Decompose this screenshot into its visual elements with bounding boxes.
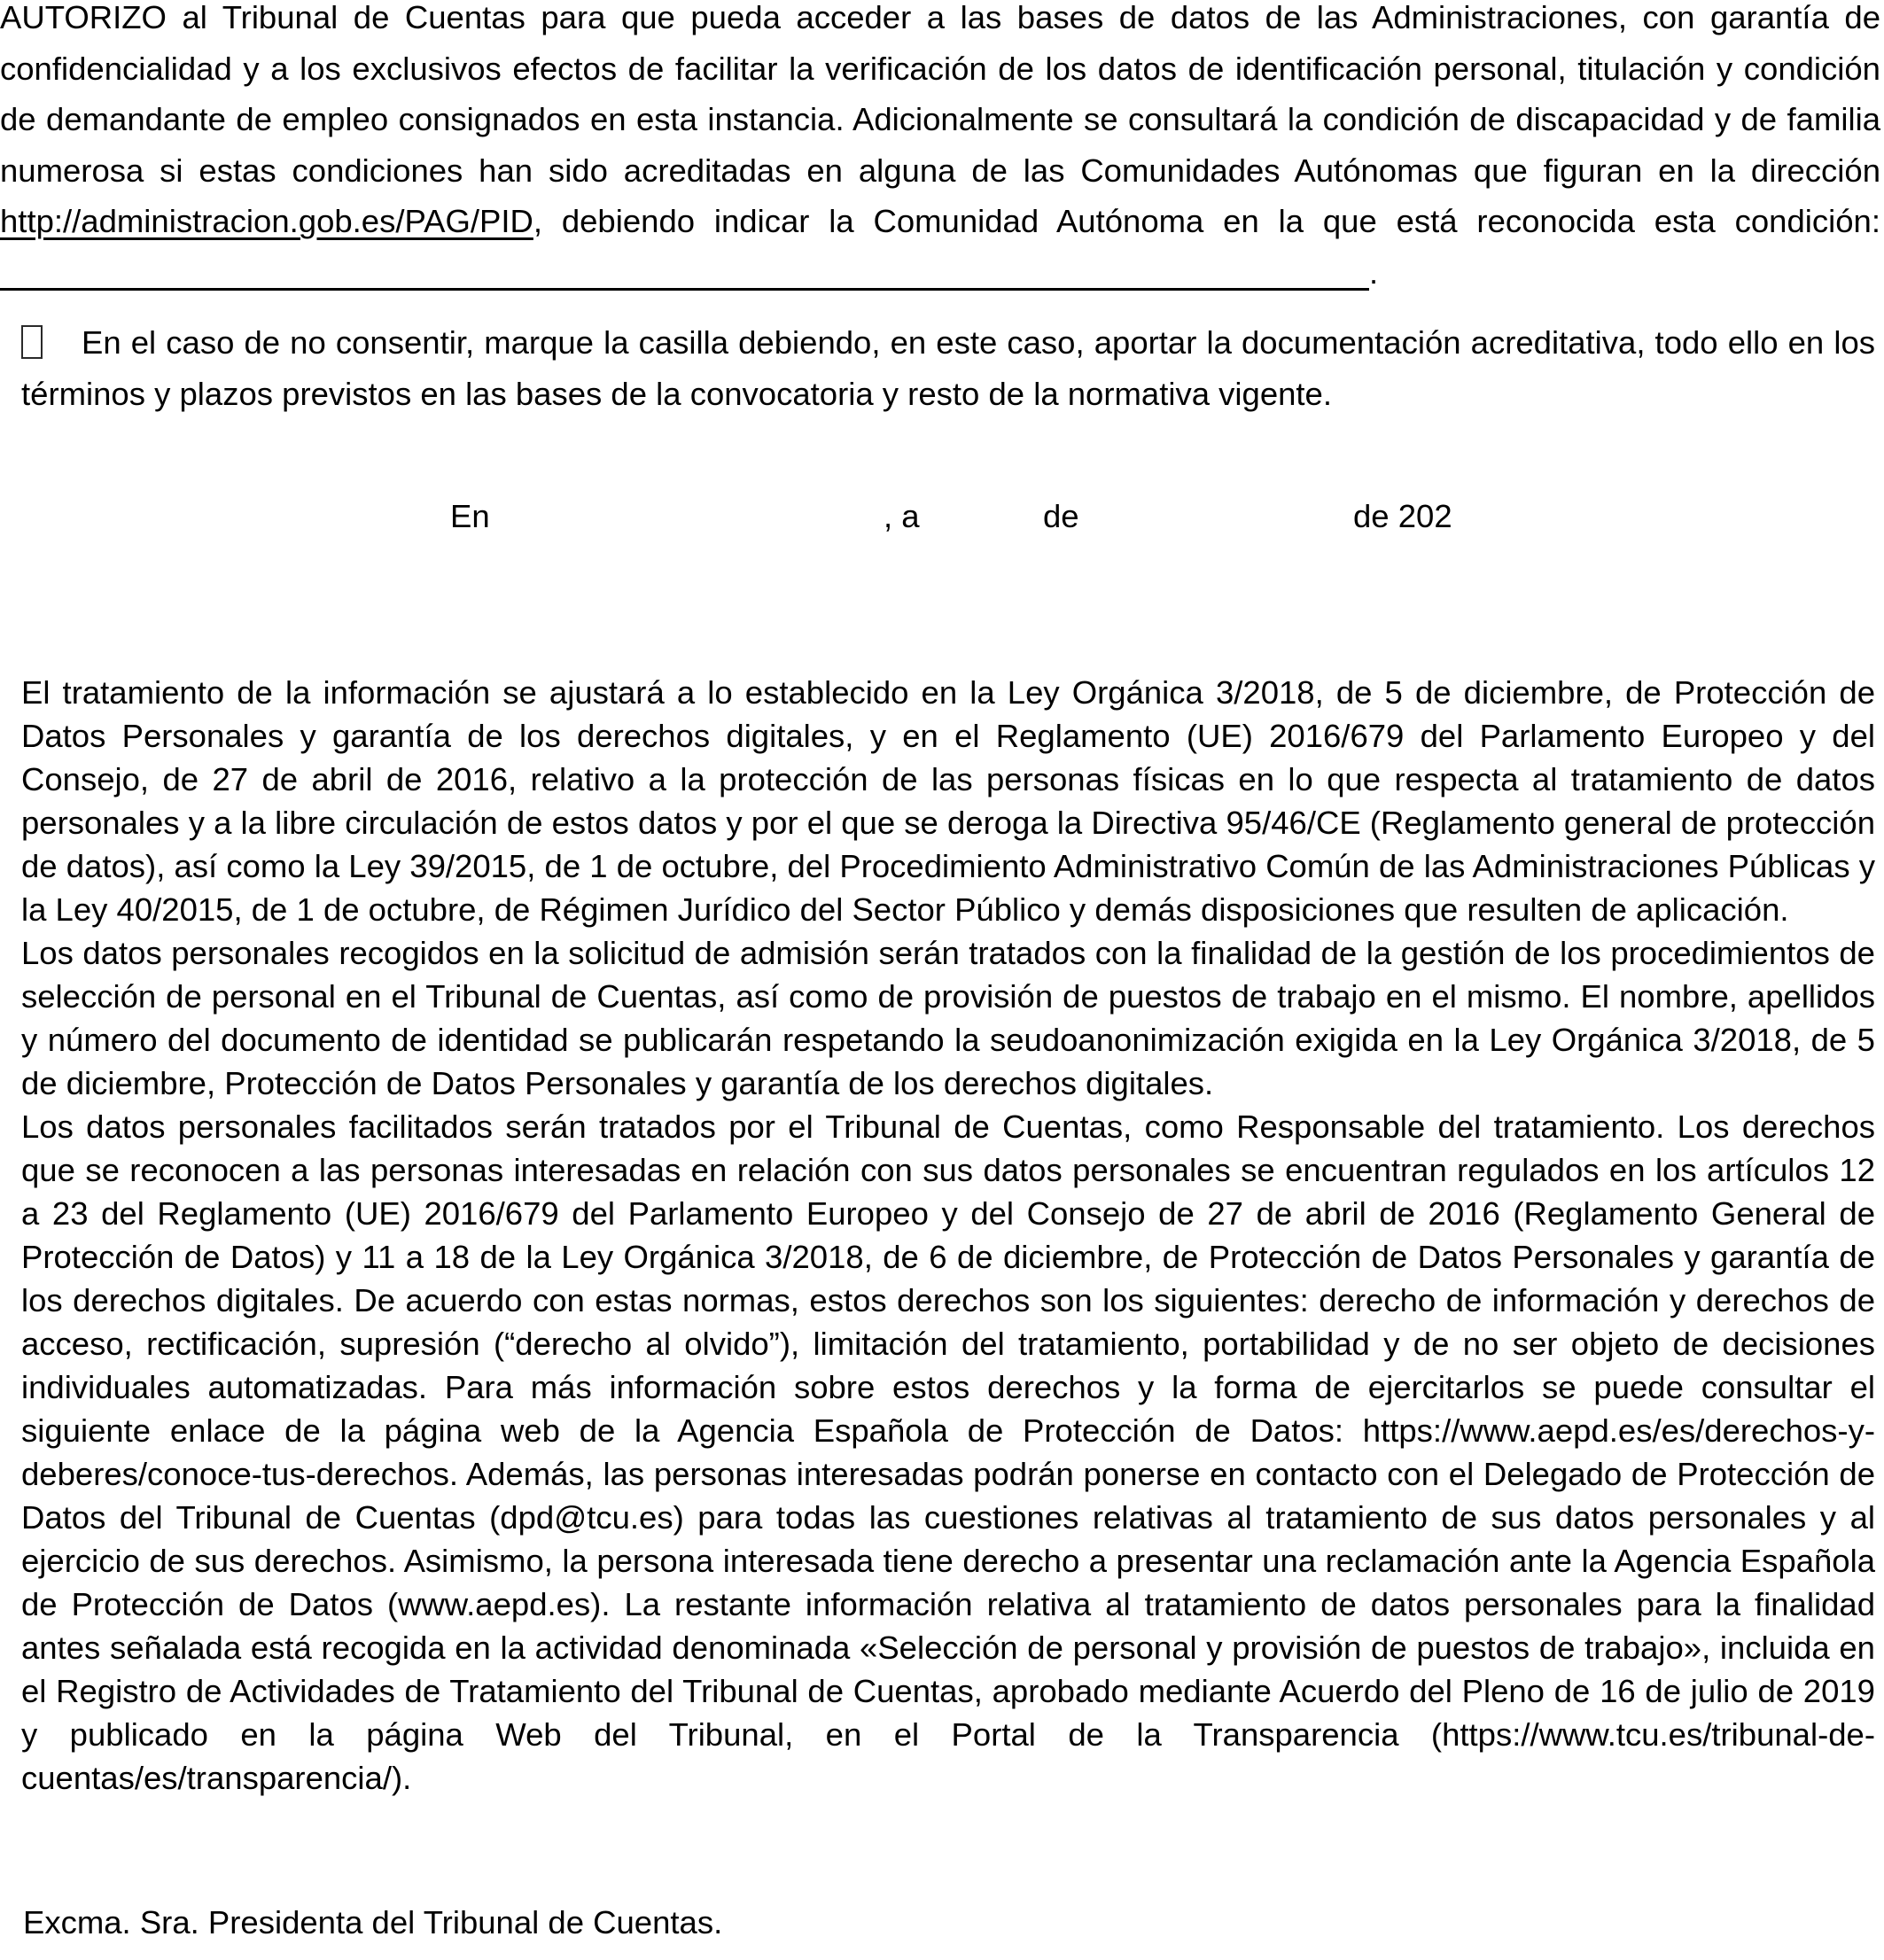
privacy-paragraph-tratamiento: El tratamiento de la información se ajustará a lo establecido en la Ley Orgánica 3/2018, de 5 de diciembre, de Protección de Datos Personales y garantía de los derechos digitales, y en el Reglamento (UE) 2016/679 del Parlamento Europeo y del Consejo, de 27 de abril de 2016, relativo a la protección de las personas físicas en lo que respecta al tratamiento de datos personales y a la libre circulación de estos datos y por el que se deroga la Directiva 95/46/CE (Reglamento general de protección de datos), así como la Ley 39/2015, de 1 de octubre, del Procedimiento Administrativo Común de las Administraciones Públicas y la Ley 40/2015, de 1 de octubre, de Régimen Jurídico del Sector Público y demás disposiciones que resulten de aplicación. [21,674,1875,928]
no-consent-checkbox[interactable] [21,325,43,359]
authorization-text-before-link: AUTORIZO al Tribunal de Cuentas para que pueda acceder a las bases de datos de las Administraciones, con garantía de confidencialidad y a los exclusivos efectos de facilitar la verificación de los datos de identificación personal, titulación y condición de demandante de empleo consignados en esta instancia. Adicionalmente se consultará la condición de discapacidad y de familia numerosa si estas condiciones han sido acreditadas en alguna de las Comunidades Autónomas que figuran en la dirección [0,0,1880,189]
privacy-paragraph-derechos: Los datos personales facilitados serán tratados por el Tribunal de Cuentas, como Responsable del tratamiento. Los derechos que se reconocen a las personas interesadas en relación con sus datos personales se encuentran regulados en los artículos 12 a 23 del Reglamento (UE) 2016/679 del Parlamento Europeo y del Consejo de 27 de abril de 2016 (Reglamento General de Protección de Datos) y 11 a 18 de la Ley Orgánica 3/2018, de 6 de diciembre, de Protección de Datos Personales y garantía de los derechos digitales. De acuerdo con estas normas, estos derechos son los siguientes: derecho de información y derechos de acceso, rectificación, supresión (“derecho al olvido”), limitación del tratamiento, portabilidad y de no ser objeto de decisiones individuales automatizadas. Para más información sobre estos derechos y la forma de ejercitarlos se puede consultar el siguiente enlace de la página web de la Agencia Española de Protección de Datos: https://www.aepd.es/es/derechos-y-deberes/conoce-tus-derechos. Además, las personas interesadas podrán ponerse en contacto con el Delegado de Protección de Datos del Tribunal de Cuentas (dpd@tcu.es) para todas las cuestiones relativas al tratamiento de sus datos personales y al ejercicio de sus derechos. Asimismo, la persona interesada tiene derecho a presentar una reclamación ante la Agencia Española de Protección de Datos (www.aepd.es). La restante información relativa al tratamiento de datos personales para la finalidad antes señalada está recogida en la actividad denominada «Selección de personal y provisión de puestos de trabajo», incluida en el Registro de Actividades de Tratamiento del Tribunal de Cuentas, aprobado mediante Acuerdo del Pleno de 16 de julio de 2019 y publicado en la página Web del Tribunal, en el Portal de la Transparencia (https://www.tcu.es/tribunal-de-cuentas/es/transparencia/). [21,1108,1875,1796]
authorization-paragraph [0,0,1880,298]
addressee-line: Excma. Sra. Presidenta del Tribunal de Cuentas. [23,1904,723,1941]
no-consent-text: En el caso de no consentir, marque la casilla debiendo, en este caso, aportar la documentación acreditativa, todo ello en los términos y plazos previstos en las bases de la convocatoria y resto de la normativa vigente. [21,324,1875,412]
date-word-comma-a: , a [884,498,920,534]
privacy-paragraph-datos-recogidos: Los datos personales recogidos en la solicitud de admisión serán tratados con la finalidad de la gestión de los procedimientos de selección de personal en el Tribunal de Cuentas, así como de provisión de puestos de trabajo en el mismo. El nombre, apellidos y número del documento de identidad se publicarán respetando la seudoanonimización exigida en la Ley Orgánica 3/2018, de 5 de diciembre, Protección de Datos Personales y garantía de los derechos digitales. [21,935,1875,1101]
date-line [0,491,1884,542]
comunidad-autonoma-blank-field[interactable] [0,286,1369,291]
administracion-gob-link[interactable]: http://administracion.gob.es/PAG/PID [0,203,533,239]
date-word-de-year: de 202 [1353,498,1452,534]
date-word-de: de [1043,498,1079,534]
privacy-notice [21,671,1875,1800]
authorization-trailing-period: . [1369,253,1379,291]
no-consent-paragraph [21,317,1875,419]
authorization-text-after-link: , debiendo indicar la Comunidad Autónoma en la que está reconocida esta condición: [533,203,1880,239]
date-word-en: En [450,498,490,534]
